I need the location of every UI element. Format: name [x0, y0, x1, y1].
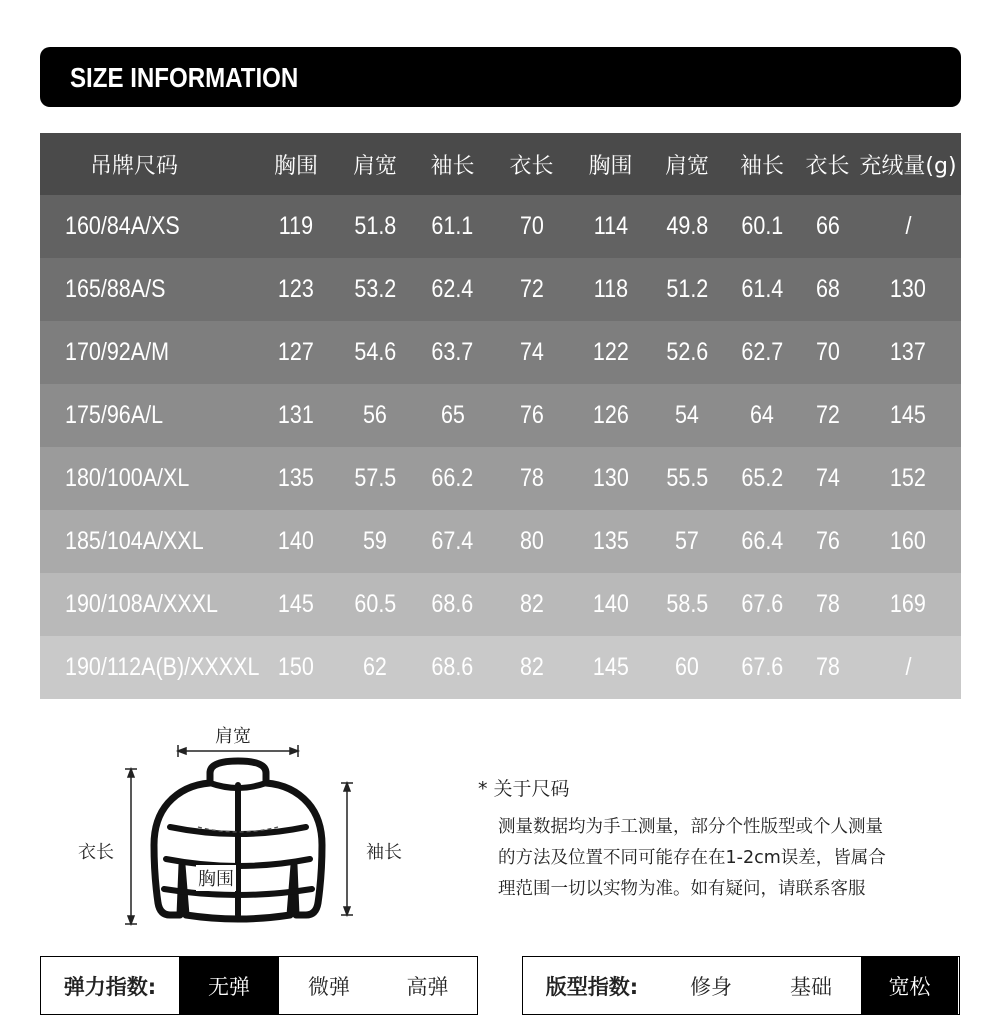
table-row	[40, 447, 961, 510]
elasticity-option[interactable]: 无弹	[179, 957, 279, 1014]
cell-value: 145	[592, 653, 629, 681]
cell-value: 78	[519, 464, 544, 492]
elasticity-index	[40, 956, 478, 1015]
measurement-cell	[492, 195, 571, 258]
measurement-cell	[650, 510, 724, 573]
table-row	[40, 636, 961, 699]
fit-option[interactable]: 宽松	[861, 957, 958, 1014]
cell-value: 51.2	[666, 275, 708, 303]
elasticity-option[interactable]: 微弹	[308, 974, 350, 999]
fit-label: 版型指数:	[545, 974, 639, 999]
measurement-cell	[492, 573, 571, 636]
measurement-cell	[855, 636, 961, 699]
cell-value: 82	[519, 653, 544, 681]
size-tag-cell	[40, 384, 255, 447]
cell-value: 63.7	[431, 338, 474, 366]
cell-value: 118	[593, 275, 628, 303]
measurement-cell	[255, 384, 337, 447]
cell-value: 55.5	[666, 464, 708, 492]
cell-value: 65.2	[741, 464, 783, 492]
cell-value: 140	[278, 527, 314, 555]
measurement-cell	[855, 195, 961, 258]
col-header-sleeve-2: 袖长	[724, 133, 800, 195]
size-tag-cell	[40, 510, 255, 573]
cell-value: 175/96A/L	[65, 401, 164, 429]
table-row	[40, 384, 961, 447]
col-header-length: 衣长	[492, 133, 571, 195]
cell-value: 180/100A/XL	[65, 464, 190, 492]
measurement-cell	[650, 195, 724, 258]
cell-value: 54.6	[354, 338, 396, 366]
measurement-cell	[571, 510, 650, 573]
measurement-cell	[571, 195, 650, 258]
cell-value: 135	[278, 464, 314, 492]
measurement-cell	[855, 258, 961, 321]
measurement-cell	[337, 636, 413, 699]
measurement-cell	[800, 321, 855, 384]
cell-value: 57	[675, 527, 699, 555]
measurement-cell	[337, 447, 413, 510]
cell-value: 66.2	[431, 464, 474, 492]
cell-value: 160	[890, 527, 926, 555]
measurement-cell	[855, 384, 961, 447]
col-header-chest-2: 胸围	[571, 133, 650, 195]
measurement-cell	[650, 384, 724, 447]
cell-value: 165/88A/S	[65, 275, 166, 303]
size-tag-cell	[40, 258, 255, 321]
fit-index	[522, 956, 960, 1015]
measurement-cell	[255, 447, 337, 510]
cell-value: 56	[363, 401, 387, 429]
measurement-cell	[800, 447, 855, 510]
measurement-cell	[800, 636, 855, 699]
cell-value: 76	[815, 527, 840, 555]
measurement-cell	[724, 384, 800, 447]
cell-value: 76	[519, 401, 544, 429]
elasticity-label: 弹力指数:	[63, 974, 157, 999]
cell-value: 150	[278, 653, 314, 681]
cell-value: 190/112A(B)/XXXXL	[65, 653, 260, 681]
measurement-cell	[724, 573, 800, 636]
cell-value: 53.2	[354, 275, 396, 303]
cell-value: 68.6	[431, 653, 474, 681]
col-header-fill-weight: 充绒量(g)	[855, 133, 961, 195]
measurement-cell	[724, 510, 800, 573]
cell-value: 66.4	[741, 527, 783, 555]
size-tag-cell	[40, 573, 255, 636]
measurement-cell	[337, 573, 413, 636]
measurement-cell	[337, 258, 413, 321]
cell-value: 126	[592, 401, 629, 429]
table-row	[40, 510, 961, 573]
measurement-cell	[571, 321, 650, 384]
measurement-cell	[800, 258, 855, 321]
measurement-cell	[855, 447, 961, 510]
cell-value: 145	[278, 590, 314, 618]
cell-value: 60	[675, 653, 699, 681]
fit-option[interactable]: 基础	[790, 974, 832, 999]
size-tag-cell	[40, 321, 255, 384]
cell-value: 185/104A/XXL	[65, 527, 204, 555]
measurement-cell	[724, 195, 800, 258]
fit-option[interactable]: 修身	[690, 974, 732, 999]
cell-value: 61.1	[431, 212, 474, 240]
cell-value: 57.5	[354, 464, 396, 492]
measurement-cell	[800, 195, 855, 258]
cell-value: 78	[815, 653, 840, 681]
measurement-cell	[800, 384, 855, 447]
measurement-cell	[492, 384, 571, 447]
size-information-header	[40, 47, 961, 107]
cell-value: 67.6	[741, 590, 783, 618]
table-header-row	[40, 133, 961, 195]
measurement-cell	[492, 447, 571, 510]
cell-value: 82	[519, 590, 544, 618]
cell-value: 62.4	[431, 275, 474, 303]
measurement-cell	[255, 510, 337, 573]
cell-value: 137	[890, 338, 926, 366]
cell-value: 131	[278, 401, 314, 429]
size-tag-cell	[40, 447, 255, 510]
measurement-cell	[571, 573, 650, 636]
table-row	[40, 573, 961, 636]
measurement-cell	[413, 321, 492, 384]
cell-value: 62	[363, 653, 387, 681]
cell-value: 59	[363, 527, 387, 555]
measurement-cell	[413, 573, 492, 636]
cell-value: 68	[815, 275, 840, 303]
cell-value: 70	[815, 338, 840, 366]
measurement-cell	[724, 636, 800, 699]
size-table	[40, 133, 961, 699]
cell-value: /	[905, 212, 911, 240]
measurement-cell	[255, 195, 337, 258]
cell-value: 64	[750, 401, 774, 429]
measurement-cell	[337, 321, 413, 384]
measurement-cell	[800, 573, 855, 636]
cell-value: 60.5	[354, 590, 396, 618]
cell-value: 145	[890, 401, 926, 429]
cell-value: 169	[890, 590, 926, 618]
measurement-cell	[724, 258, 800, 321]
cell-value: 67.6	[741, 653, 783, 681]
cell-value: 119	[278, 212, 314, 240]
size-tag-cell	[40, 636, 260, 699]
notes-line: 测量数据均为手工测量，部分个性版型或个人测量	[498, 817, 883, 837]
col-header-length-2: 衣长	[800, 133, 855, 195]
measurement-cell	[492, 258, 571, 321]
cell-value: 140	[592, 590, 629, 618]
sleeve-label: 袖长	[366, 842, 402, 863]
measurement-cell	[413, 195, 492, 258]
measurement-cell	[650, 636, 724, 699]
cell-value: 130	[592, 464, 629, 492]
cell-value: 54	[675, 401, 699, 429]
measurement-cell	[724, 447, 800, 510]
cell-value: 127	[278, 338, 314, 366]
measurement-cell	[413, 447, 492, 510]
cell-value: 67.4	[431, 527, 474, 555]
measurement-cell	[650, 258, 724, 321]
shoulder-label: 肩宽	[215, 726, 251, 747]
cell-value: 68.6	[431, 590, 474, 618]
measurement-cell	[413, 510, 492, 573]
notes-line: 理范围一切以实物为准。如有疑问，请联系客服	[498, 879, 866, 899]
measurement-cell	[800, 510, 855, 573]
cell-value: 72	[815, 401, 840, 429]
measurement-cell	[255, 258, 337, 321]
cell-value: 80	[519, 527, 544, 555]
length-label: 衣长	[78, 842, 114, 863]
col-header-tag-size: 吊牌尺码	[40, 133, 255, 195]
measurement-diagram	[60, 715, 440, 935]
table-row	[40, 321, 961, 384]
cell-value: /	[905, 653, 911, 681]
cell-value: 61.4	[741, 275, 783, 303]
size-notes	[478, 772, 958, 899]
col-header-sleeve: 袖长	[413, 133, 492, 195]
measurement-cell	[571, 636, 650, 699]
cell-value: 160/84A/XS	[65, 212, 180, 240]
cell-value: 66	[815, 212, 840, 240]
cell-value: 49.8	[666, 212, 708, 240]
measurement-cell	[337, 510, 413, 573]
cell-value: 78	[815, 590, 840, 618]
cell-value: 51.8	[354, 212, 396, 240]
cell-value: 114	[593, 212, 628, 240]
notes-title: * 关于尺码	[478, 778, 570, 800]
measurement-cell	[255, 573, 337, 636]
measurement-cell	[650, 321, 724, 384]
cell-value: 190/108A/XXXL	[65, 590, 219, 618]
table-row	[40, 195, 961, 258]
notes-body	[498, 812, 958, 905]
measurement-cell	[337, 195, 413, 258]
measurement-cell	[337, 384, 413, 447]
chest-label: 胸围	[196, 865, 236, 891]
cell-value: 62.7	[741, 338, 783, 366]
cell-value: 65	[440, 401, 465, 429]
cell-value: 122	[592, 338, 629, 366]
cell-value: 123	[278, 275, 314, 303]
measurement-cell	[492, 636, 571, 699]
measurement-cell	[492, 321, 571, 384]
measurement-cell	[855, 321, 961, 384]
measurement-cell	[855, 510, 961, 573]
cell-value: 135	[592, 527, 629, 555]
measurement-cell	[571, 447, 650, 510]
measurement-cell	[571, 258, 650, 321]
measurement-cell	[855, 573, 961, 636]
cell-value: 74	[519, 338, 544, 366]
measurement-cell	[724, 321, 800, 384]
col-header-chest: 胸围	[255, 133, 337, 195]
cell-value: 152	[890, 464, 926, 492]
cell-value: 58.5	[666, 590, 708, 618]
cell-value: 170/92A/M	[65, 338, 169, 366]
measurement-cell	[650, 447, 724, 510]
puffer-jacket-icon	[60, 715, 440, 935]
measurement-cell	[255, 321, 337, 384]
cell-value: 130	[890, 275, 926, 303]
page-title: SIZE INFORMATION	[70, 62, 299, 93]
measurement-cell	[492, 510, 571, 573]
col-header-shoulder-2: 肩宽	[650, 133, 724, 195]
measurement-cell	[413, 384, 492, 447]
notes-line: 的方法及位置不同可能存在在1-2cm误差，皆属合	[498, 848, 886, 868]
col-header-shoulder: 肩宽	[337, 133, 413, 195]
table-row	[40, 258, 961, 321]
cell-value: 70	[519, 212, 544, 240]
measurement-cell	[413, 258, 492, 321]
size-tag-cell	[40, 195, 255, 258]
cell-value: 60.1	[741, 212, 783, 240]
measurement-cell	[413, 636, 492, 699]
cell-value: 52.6	[666, 338, 708, 366]
cell-value: 72	[519, 275, 544, 303]
cell-value: 74	[815, 464, 840, 492]
measurement-cell	[650, 573, 724, 636]
elasticity-option[interactable]: 高弹	[406, 974, 449, 999]
measurement-cell	[571, 384, 650, 447]
